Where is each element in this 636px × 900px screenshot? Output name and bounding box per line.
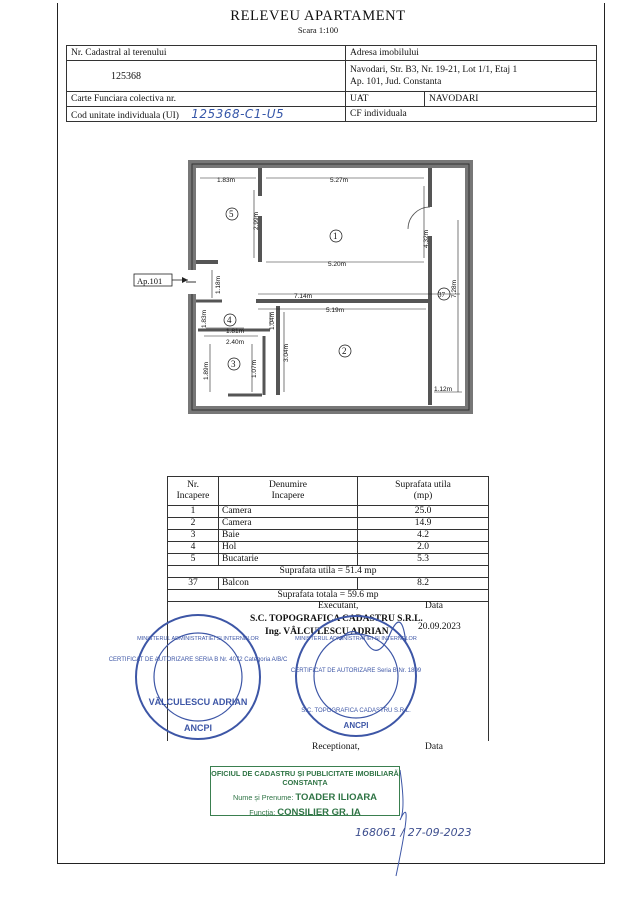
dim-label: 3.04m bbox=[283, 343, 290, 362]
document-scale: Scara 1:100 bbox=[297, 25, 339, 35]
company-name: S.C. TOPOGRAFICA CADASTRU S.R.L. bbox=[250, 614, 423, 624]
room-marker-4: 4 bbox=[227, 315, 232, 325]
room-marker-5: 5 bbox=[229, 209, 234, 219]
right-stamp-center: CERTIFICAT DE AUTORIZARE Seria B Nr. 1809 bbox=[290, 668, 422, 674]
left-stamp-bottom: ANCPI bbox=[183, 723, 213, 733]
dim-label: 5.20m bbox=[328, 261, 347, 268]
reception-func-label: Funcția: bbox=[249, 808, 276, 817]
useful-total-row: Suprafata utila = 51.4 mp bbox=[168, 566, 489, 578]
right-stamp-bottom: ANCPI bbox=[343, 721, 369, 730]
table-row: 2 Camera 14.9 bbox=[168, 518, 489, 530]
uat-label: UAT bbox=[346, 92, 425, 107]
address-label: Adresa imobilului bbox=[346, 46, 597, 61]
room-marker-2: 2 bbox=[342, 346, 347, 356]
document-title: RELEVEU APARTAMENT bbox=[230, 8, 406, 24]
uat-value: NAVODARI bbox=[425, 92, 597, 107]
dim-label: 1.89m bbox=[203, 361, 210, 380]
reception-stamp bbox=[210, 766, 400, 816]
rooms-col-name: Denumire Incapere bbox=[219, 477, 358, 506]
room-marker-3: 3 bbox=[231, 359, 236, 369]
right-stamp-ring-text: MINISTERUL ADMINISTRATIEI SI INTERNELOR bbox=[295, 636, 417, 642]
left-stamp-ring-text: MINISTERUL ADMINISTRATIEI SI INTERNELOR bbox=[137, 636, 259, 642]
cf-individual-label: CF individuala bbox=[346, 107, 597, 122]
reception-name-row bbox=[211, 792, 399, 803]
dim-label: 1.83m bbox=[217, 177, 236, 184]
reception-func: CONSILIER GR. IA bbox=[277, 807, 361, 818]
execution-date: 20.09.2023 bbox=[418, 622, 461, 632]
table-row: 1 Camera 25.0 bbox=[168, 506, 489, 518]
dim-label: 1.07m bbox=[251, 359, 258, 378]
balcony-row: 37 Balcon 8.2 bbox=[168, 578, 489, 590]
ui-label: Cod unitate individuala (UI) bbox=[71, 111, 179, 121]
left-stamp-name: VĂLCULESCU ADRIAN bbox=[148, 697, 248, 707]
dim-label: 1.81m bbox=[226, 328, 245, 335]
rooms-col-area: Suprafata utila (mp) bbox=[358, 477, 489, 506]
reception-name: TOADER ILIOARA bbox=[295, 792, 378, 803]
grand-total-row: Suprafata totala = 59.6 mp bbox=[168, 590, 489, 602]
reception-handwritten: 168061 / 27-09-2023 bbox=[355, 826, 472, 839]
data-label: Data bbox=[425, 601, 443, 611]
dim-label: 5.27m bbox=[330, 177, 349, 184]
dim-label: 1.12m bbox=[434, 386, 453, 393]
dim-label: 1.18m bbox=[215, 275, 222, 294]
reception-name-label: Nume și Prenume: bbox=[232, 793, 294, 802]
room-marker-37: 37 bbox=[438, 291, 445, 299]
reception-func-row bbox=[211, 807, 399, 818]
dim-label: 4.32m bbox=[423, 229, 430, 248]
left-stamp-center: CERTIFICAT DE AUTORIZARE SERIA B Nr. 4072 Categoria A/B/C bbox=[108, 657, 288, 663]
reception-office: OFICIUL DE CADASTRU ȘI PUBLICITATE IMOBILIARĂ CONSTANȚA bbox=[211, 769, 399, 787]
address-line-1: Navodari, Str. B3, Nr. 19-21, Lot 1/1, Etaj 1 bbox=[350, 65, 518, 75]
dim-label: 1.83m bbox=[201, 309, 208, 328]
data-label-2: Data bbox=[425, 742, 443, 752]
table-row: 5 Bucatarie 5.3 bbox=[168, 554, 489, 566]
engineer-name: Ing. VÂLCULESCU ADRIAN bbox=[265, 627, 389, 637]
table-row: 3 Baie 4.2 bbox=[168, 530, 489, 542]
executant-label: Executant, bbox=[318, 601, 359, 611]
cadastral-value: 125368 bbox=[67, 61, 346, 92]
receptionat-label: Receptionat, bbox=[312, 742, 360, 752]
dim-label: 1.04m bbox=[269, 311, 276, 330]
rooms-col-nr: Nr. Incapere bbox=[168, 477, 219, 506]
dim-label: 7.14m bbox=[294, 293, 313, 300]
ui-value: 125368-C1-U5 bbox=[191, 107, 285, 121]
dim-label: 2.40m bbox=[226, 339, 245, 346]
apartment-tag: Ap.101 bbox=[137, 276, 163, 286]
cf-label: Carte Funciara colectiva nr. bbox=[67, 92, 346, 107]
room-marker-1: 1 bbox=[333, 231, 338, 241]
dim-label: 2.99m bbox=[253, 211, 260, 230]
cadastral-label: Nr. Cadastral al terenului bbox=[67, 46, 346, 61]
right-stamp-name: S.C. TOPOGRAFICA CADASTRU S.R.L. bbox=[301, 708, 411, 714]
table-row: 4 Hol 2.0 bbox=[168, 542, 489, 554]
dim-label: 7.28m bbox=[451, 279, 458, 298]
dim-label: 5.19m bbox=[326, 307, 345, 314]
address-line-2: Ap. 101, Jud. Constanta bbox=[350, 77, 442, 87]
